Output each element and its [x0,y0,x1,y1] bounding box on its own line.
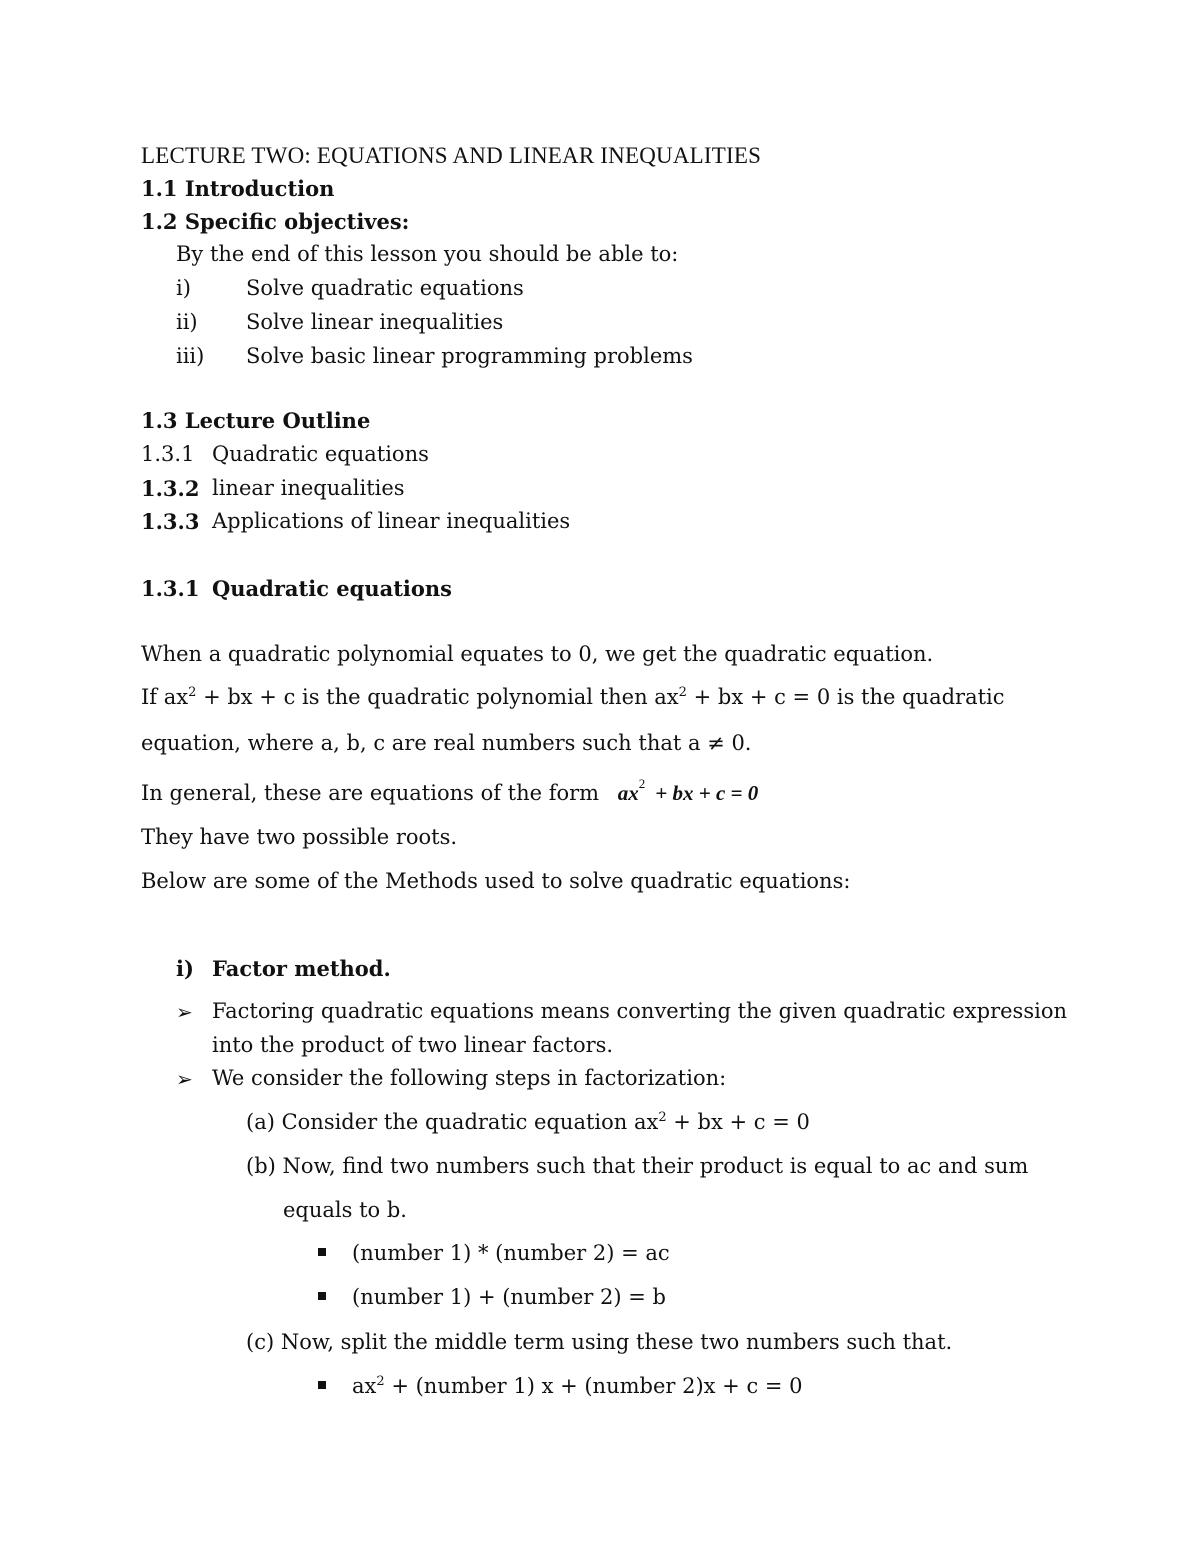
text-run: + bx + c = 0 is the quadratic [686,685,1005,709]
step-b-line-1: (b) Now, find two numbers such that their product is equal to ac and sum [246,1154,1029,1178]
outline-text: linear inequalities [212,476,405,500]
step-b-sub-2: (number 1) + (number 2) = b [352,1285,666,1309]
outline-text: Quadratic equations [212,442,429,466]
step-c-sub-1 [352,1376,803,1397]
text-run: (a) Consider the quadratic equation ax [246,1110,659,1134]
text-run: + bx + c = 0 [666,1110,810,1134]
outline-text: Applications of linear inequalities [212,509,571,533]
quadratic-paragraph-3: equation, where a, b, c are real numbers such that a ≠ 0. [141,731,752,755]
outline-number: 1.3.2 [141,476,200,501]
quadratic-heading-text: Quadratic equations [212,576,452,601]
factor-method-title: Factor method. [212,956,391,981]
formula-rest: + bx + c = 0 [655,781,759,805]
section-objectives: 1.2 Specific objectives: [141,209,410,234]
objective-marker: ii) [176,310,198,334]
quadratic-heading-number: 1.3.1 [141,576,200,601]
superscript: 2 [188,685,197,700]
quadratic-paragraph-2 [141,687,1005,708]
section-introduction: 1.1 Introduction [141,176,335,201]
quadratic-paragraph-1: When a quadratic polynomial equates to 0, we get the quadratic equation. [141,642,934,666]
objectives-lead: By the end of this lesson you should be able to: [176,242,679,266]
square-bullet-icon [318,1292,326,1300]
objective-marker: iii) [176,344,205,368]
factor-bullet-2: We consider the following steps in factorization: [212,1066,727,1090]
objective-marker: i) [176,276,191,300]
text-run: + bx + c is the quadratic polynomial then ax [196,685,679,709]
general-form-line [141,776,759,805]
objective-text: Solve basic linear programming problems [246,344,693,368]
objective-text: Solve quadratic equations [246,276,524,300]
arrow-bullet-icon: ➢ [176,1067,193,1091]
superscript: 2 [376,1374,385,1389]
page-title: LECTURE TWO: EQUATIONS AND LINEAR INEQUALITIES [141,143,762,168]
quadratic-paragraph-6: Below are some of the Methods used to solve quadratic equations: [141,869,851,893]
outline-heading: 1.3 Lecture Outline [141,408,371,433]
square-bullet-icon [318,1381,326,1389]
arrow-bullet-icon: ➢ [176,1000,193,1024]
quadratic-paragraph-5: They have two possible roots. [141,825,458,849]
general-form-text: In general, these are equations of the form [141,781,600,805]
general-form-formula [617,776,759,805]
text-run: + (number 1) x + (number 2)x + c = 0 [384,1374,803,1398]
factor-bullet-1-line-2: into the product of two linear factors. [212,1033,614,1057]
superscript: 2 [678,685,687,700]
outline-number: 1.3.3 [141,509,200,534]
superscript: 2 [658,1110,667,1125]
step-b-sub-1: (number 1) * (number 2) = ac [352,1241,670,1265]
square-bullet-icon [318,1248,326,1256]
factor-method-marker: i) [176,956,194,981]
step-b-line-2: equals to b. [283,1198,407,1222]
text-run: ax [352,1374,377,1398]
step-a [246,1112,810,1133]
step-c: (c) Now, split the middle term using these two numbers such that. [246,1330,953,1354]
factor-bullet-1-line-1: Factoring quadratic equations means converting the given quadratic expression [212,999,1067,1023]
outline-number: 1.3.1 [141,442,195,466]
objective-text: Solve linear inequalities [246,310,504,334]
formula-term: ax [617,781,639,805]
text-run: If ax [141,685,189,709]
formula-exponent: 2 [638,776,646,791]
